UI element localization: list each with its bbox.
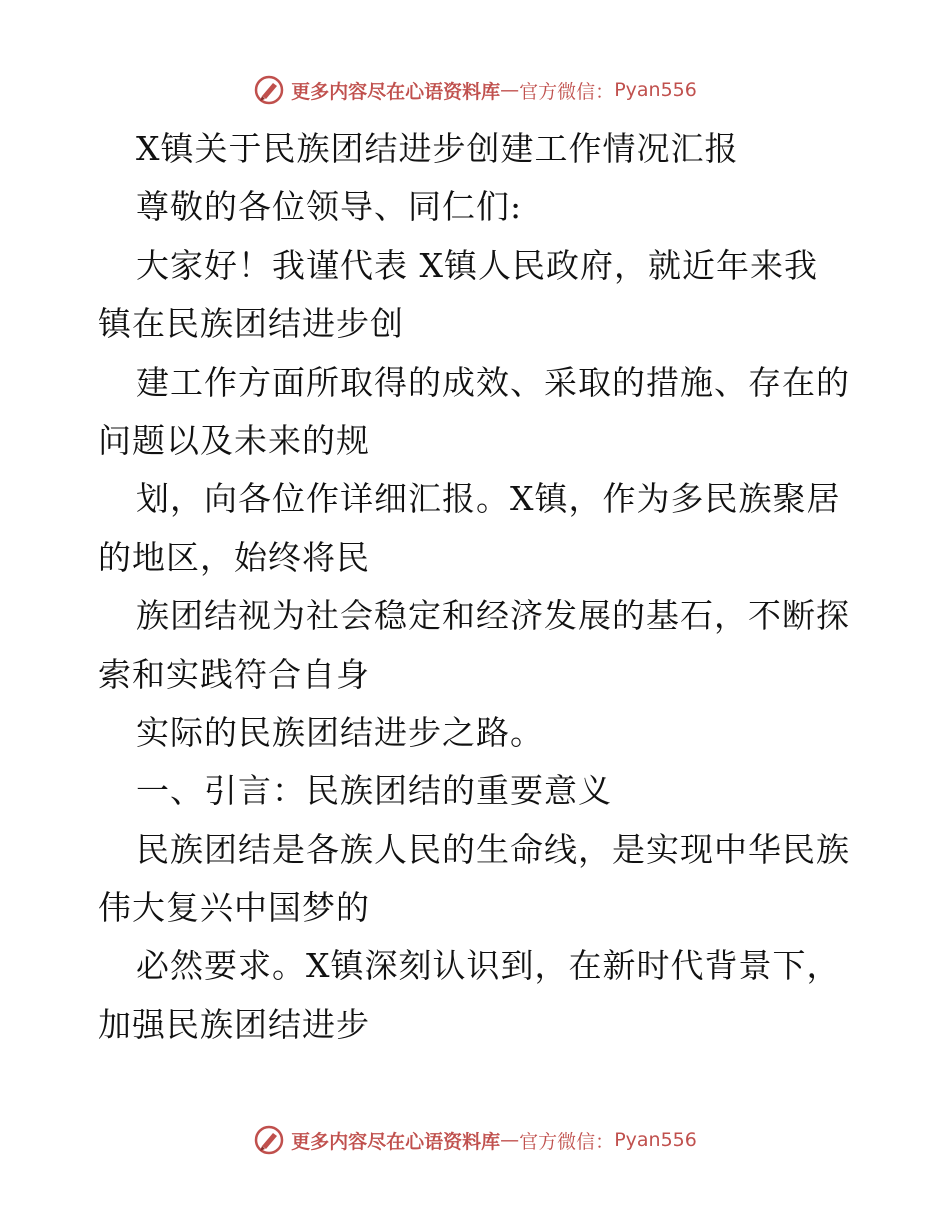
- doc-line: 建工作方面所取得的成效、采取的措施、存在的: [136, 362, 850, 402]
- header-watermark: [0, 70, 950, 110]
- doc-line: 问题以及未来的规: [98, 420, 370, 460]
- watermark-text: 更多内容尽在心语资料库: [291, 80, 501, 103]
- doc-line: 必然要求。X镇深刻认识到，在新时代背景下，: [136, 946, 841, 986]
- doc-line: 尊敬的各位领导、同仁们:: [136, 187, 523, 227]
- doc-line: 索和实践符合自身: [98, 654, 370, 694]
- doc-line: 划，向各位作详细汇报。X镇，作为多民族聚居: [136, 479, 841, 519]
- doc-line: 大家好！我谨代表 X镇人民政府，就近年来我: [136, 245, 818, 285]
- doc-line: X镇关于民族团结进步创建工作情况汇报: [136, 129, 739, 168]
- watermark-dash: —: [500, 79, 520, 101]
- doc-line: 的地区，始终将民: [98, 537, 370, 577]
- watermark-dash: —: [500, 1129, 520, 1151]
- watermark-text: 更多内容尽在心语资料库: [291, 1130, 501, 1153]
- doc-line: 族团结视为社会稳定和经济发展的基石，不断探: [136, 596, 850, 636]
- pen-logo-icon: [253, 74, 285, 106]
- watermark-account: Pyan556: [614, 79, 697, 101]
- doc-line: 一、引言：民族团结的重要意义: [136, 771, 612, 811]
- watermark-label: 官方微信：: [519, 80, 615, 103]
- watermark-label: 官方微信：: [519, 1130, 615, 1153]
- document-body: [98, 120, 858, 1054]
- doc-line: 加强民族团结进步: [98, 1004, 370, 1044]
- doc-line: 民族团结是各族人民的生命线，是实现中华民族: [136, 829, 850, 869]
- doc-line: 实际的民族团结进步之路。: [136, 712, 544, 752]
- doc-line: 镇在民族团结进步创: [98, 304, 404, 344]
- footer-watermark: [0, 1120, 950, 1160]
- doc-line: 伟大复兴中国梦的: [98, 888, 370, 928]
- pen-logo-icon: [253, 1124, 285, 1156]
- watermark-account: Pyan556: [614, 1129, 697, 1151]
